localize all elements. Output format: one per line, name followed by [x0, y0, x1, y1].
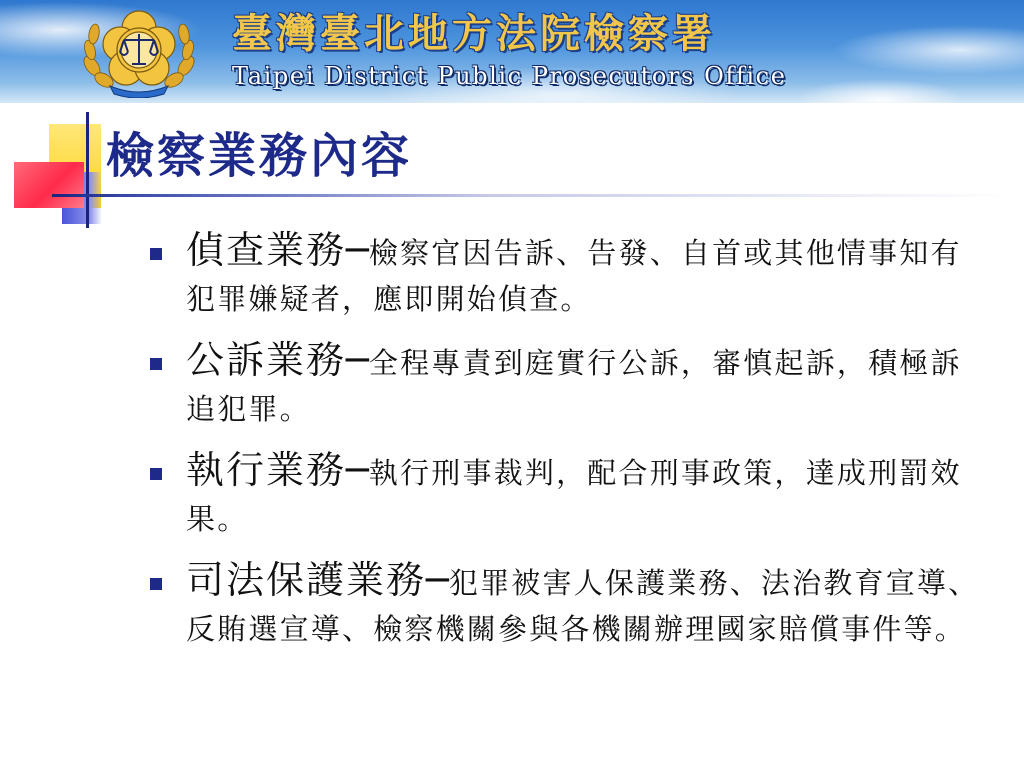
- item-dash: ─: [346, 448, 369, 492]
- item-heading: 偵查業務: [186, 228, 347, 272]
- item-heading: 司法保護業務: [186, 558, 427, 602]
- item-dash: ─: [346, 228, 369, 272]
- item-text: 執行刑事裁判，配合刑事政策，達成刑罰效果。: [186, 456, 962, 536]
- list-item: [150, 338, 990, 432]
- item-text: 檢察官因告訴、告發、自首或其他情事知有犯罪嫌疑者，應即開始偵查。: [186, 236, 962, 316]
- list-item: [150, 228, 990, 322]
- square-bullet-icon: [150, 248, 162, 260]
- scales-of-justice-emblem-icon: [76, 6, 202, 98]
- decor-red-square: [14, 162, 84, 208]
- item-dash: ─: [426, 558, 449, 602]
- item-dash: ─: [346, 338, 369, 382]
- banner-title-english: Taipei District Public Prosecutors Office: [232, 62, 787, 90]
- header-banner: [0, 0, 1024, 103]
- banner-title-chinese: 臺灣臺北地方法院檢察署: [232, 10, 716, 57]
- title-underline: [52, 194, 1012, 197]
- item-heading: 執行業務: [186, 448, 347, 492]
- item-text: 犯罪被害人保護業務、法治教育宣導、反賄選宣導、檢察機關參與各機關辦理國家賠償事件等。: [186, 566, 980, 646]
- bullet-list: [150, 228, 990, 668]
- list-item: [150, 558, 990, 652]
- square-bullet-icon: [150, 578, 162, 590]
- item-heading: 公訴業務: [186, 338, 347, 382]
- list-item: [150, 448, 990, 542]
- square-bullet-icon: [150, 468, 162, 480]
- decor-vertical-line: [86, 112, 89, 228]
- square-bullet-icon: [150, 358, 162, 370]
- item-text: 全程專責到庭實行公訴，審慎起訴，積極訴追犯罪。: [186, 346, 962, 426]
- slide-title: 檢察業務內容: [106, 128, 413, 184]
